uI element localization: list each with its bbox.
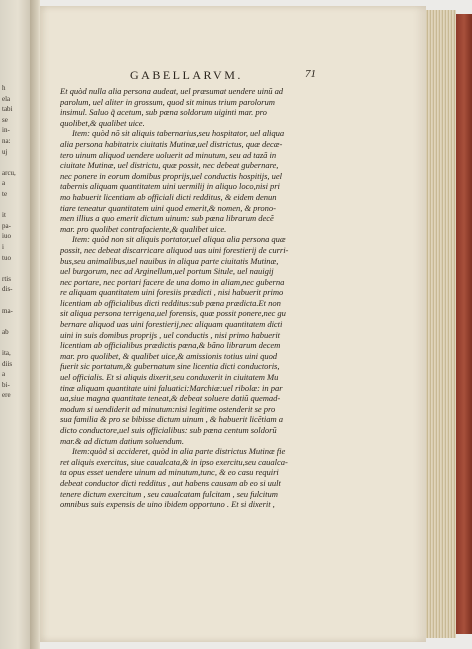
text-line: modum si uendiderit ad minutum:nisi legitime ostenderit se pro: [60, 403, 276, 414]
text-line: licentiam ab officialibus prædictis pœna,& bãno librarum decem: [60, 340, 281, 351]
book-page: [40, 6, 426, 642]
text-line: Item: quòd non sit aliquis portator,uel aliqua alia persona quæ: [72, 234, 286, 245]
prev-page-fragment: in-: [2, 126, 10, 135]
page-block-edges: [426, 10, 456, 638]
text-line: Et quòd nulla alia persona audeat, uel præsumat uendere uinũ ad: [60, 86, 284, 96]
text-line: nec portare, nec portari facere de una domo in aliam,nec guberna: [60, 276, 285, 287]
text-line: mar. pro quolibet, & qualibet uice,& amissionis totius uini quod: [60, 350, 278, 361]
text-line: Item:quòd si accideret, quòd in alia parte districtus Mutinæ fie: [72, 446, 286, 457]
text-line: tiare teneatur quantitatem uini quod emerit,& nomen, & prono-: [60, 202, 276, 213]
prev-page-fragment: rtis: [2, 274, 11, 283]
text-line: uini in suis domibus proprijs , uel conductis , nisi primo habuerit: [60, 329, 281, 340]
text-line: quolibet,& qualibet uice.: [60, 117, 145, 128]
text-line: mo habuerit licentiam ab officiali dicti redditus, & eidem denun: [60, 191, 277, 202]
prev-page-fragment: a: [2, 370, 6, 379]
prev-page-fragment: uj: [2, 147, 8, 156]
text-line: ret aliquis exercitus, siue caualcata,& in ipso exercitu,seu caualca-: [60, 456, 288, 467]
text-line: omnibus suis expensis de uino ibidem opportuno . Et si dixerit ,: [60, 499, 275, 510]
text-line: insimul. Saluo q̃ acetum, sub pœna soldorum uiginti mar. pro: [60, 107, 267, 118]
prev-page-fragment: i: [2, 243, 4, 251]
prev-page-fragment: tabi: [2, 105, 13, 114]
prev-page-fragment: tuo: [2, 253, 11, 262]
prev-page-fragment: na:: [2, 137, 11, 145]
text-line: Item: quòd nõ sit aliquis tabernarius,seu hospitator, uel aliqua: [72, 128, 285, 139]
prev-page-fragment: iuo: [2, 232, 11, 241]
prev-page-fragment: arcu,: [2, 168, 16, 177]
text-line: bernare aliquod uas uini forestierij,nec aliquam quantitatem dicti: [60, 319, 283, 330]
book-cover-edge: [456, 14, 472, 634]
text-line: debeat conductor dicti redditus , aut habens causam ab eo si uult: [60, 477, 281, 488]
running-head: GABELLARVM.: [130, 68, 243, 82]
text-line: tinæ aliquam quantitate uini faluatici:Marchiæ:uel ribolæ: in par: [60, 382, 283, 393]
text-line: mar.& ad dictum datium soluendum.: [60, 435, 184, 446]
text-line: bus,seu animalibus,uel nauibus in aliqua parte ciuitatis Mutinæ,: [60, 255, 279, 266]
text-line: uel burgorum, nec ad Arginellum,uel portum Situle, uel nauigij: [60, 266, 274, 277]
text-line: tenere dictum exercitum , seu caualcatam fulcitam , seu fulcitum: [60, 488, 278, 499]
prev-page-fragment: pa-: [2, 221, 11, 230]
text-line: alia persona habitatrix ciuitatis Mutinæ,uel districtus, quæ decæ-: [60, 138, 283, 149]
text-line: parolum, uel aliter in grossum, quod sit minus trium parolorum: [60, 96, 275, 107]
text-line: sua familia & pro se bibisse dictum uinum , & habuerit licẽtiam a: [60, 414, 283, 425]
text-line: licentiam ab officialibus dicti redditus:sub pœna prædicta.Et non: [60, 297, 281, 308]
prev-page-fragment: ma-: [2, 306, 13, 315]
text-line: nec ponere in eorum domibus proprijs,uel conductis hospitijs, uel: [60, 170, 282, 181]
text-line: dicto conductore,uel suis officialibus: sub pœna centum soldorũ: [60, 425, 277, 435]
prev-page-fragment: a: [2, 179, 6, 188]
text-line: men illius a quo emerit dictum uinum: sub pœna librarum decẽ: [60, 213, 274, 224]
page-header: [40, 68, 426, 82]
prev-page-fragment: te: [2, 190, 8, 198]
prev-page-fragment: dis-: [2, 285, 13, 294]
text-line: tero uinum aliquod uendere uoluerit ad minutum, seu ad tazã in: [60, 149, 277, 160]
book-gutter: [30, 0, 40, 649]
text-line: sit aliqua persona terrigena,uel forensis, quæ possit ponere,nec gu: [60, 308, 286, 319]
folio-number: 71: [305, 68, 316, 80]
text-line: re aliquam quantitatem uini foresiis prædicti , nisi habuerit primo: [60, 287, 284, 298]
prev-page-fragment: se: [2, 115, 8, 124]
prev-page-fragment: h: [2, 84, 6, 92]
prev-page-fragment: ere: [2, 391, 11, 400]
body-text: [60, 86, 394, 510]
text-line: ta opus esset uendere uinum ad minutum,tunc, & eo casu requiri: [60, 467, 279, 478]
text-line: ua,siue magna quantitate teneat,& debeat soluere datiũ quemad-: [60, 393, 281, 404]
prev-page-fragment: ita,: [2, 349, 11, 357]
prev-page-fragment: bi-: [2, 380, 10, 389]
previous-page-edge: [0, 0, 31, 649]
prev-page-fragment: diis: [2, 359, 13, 368]
prev-page-fragment: it: [2, 211, 6, 220]
text-line: ciuitate Mutinæ, uel districtu, quæ possit, nec debeat gubernare,: [60, 160, 279, 171]
text-line: fuerit sic portatum,& gubernatum sine licentia dicti conductoris,: [60, 361, 280, 372]
text-line: mar. pro quolibet contrafaciente,& qualibet uice.: [60, 223, 227, 234]
prev-page-fragment: ela: [2, 94, 11, 103]
text-line: tabernis aliquam quantitatem uini uermilij in aliquo loco,nisi pri: [60, 181, 280, 192]
prev-page-fragment: ab: [2, 327, 9, 336]
text-line: uel officialis. Et si aliquis dixerit,seu conduxerit in ciuitatem Mu: [60, 372, 279, 383]
text-line: possit, nec debeat discarricare aliquod uas uini forestierij de curri-: [60, 244, 289, 255]
